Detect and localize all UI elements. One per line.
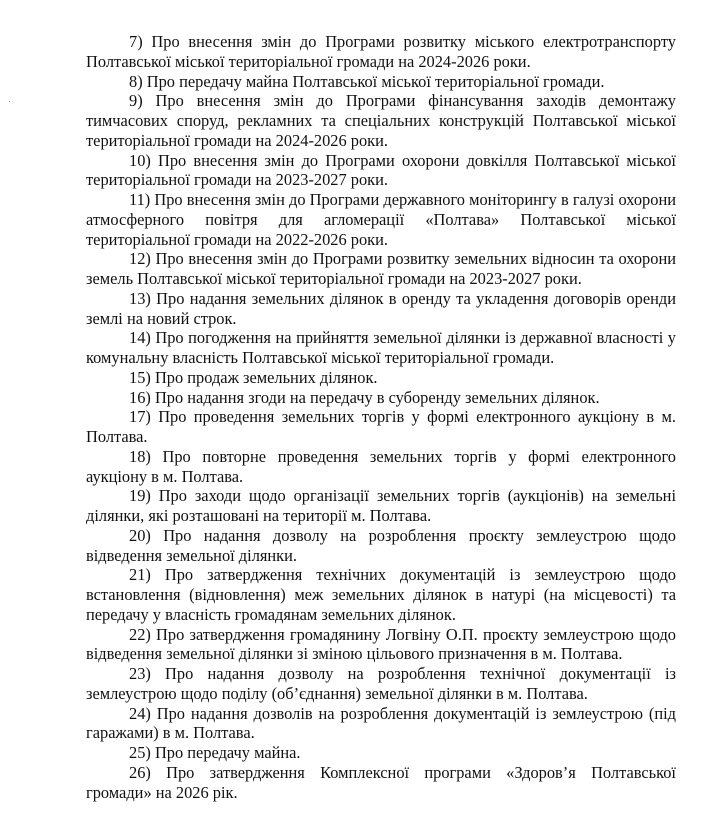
agenda-item-25: 25) Про передачу майна.: [129, 743, 301, 762]
agenda-item-17: 17) Про проведення земельних торгів у формі електронного аукціону в м. Полтава.: [86, 407, 676, 446]
agenda-item-9: 9) Про внесення змін до Програми фінансування заходів демонтажу тимчасових споруд, рекламних та спеціальних конструкцій Полтавської міської територіальної громади на 2024-2026 роки.: [86, 91, 676, 150]
document-page: [86, 32, 676, 802]
scan-artifact-dot: [9, 101, 10, 102]
agenda-item-15: 15) Про продаж земельних ділянок.: [129, 367, 378, 387]
agenda-item-8: 8) Про передачу майна Полтавської міської територіальної громади.: [129, 71, 605, 91]
agenda-item-16: 16) Про надання згоди на передачу в суборенду земельних ділянок.: [129, 387, 600, 407]
agenda-item-13: 13) Про надання земельних ділянок в оренду та укладення договорів оренди землі на новий строк.: [86, 288, 676, 328]
agenda-item-10: 10) Про внесення змін до Програми охорони довкілля Полтавської міської територіальної громади на 2023-2027 роки.: [86, 150, 676, 190]
agenda-item-18: 18) Про повторне проведення земельних торгів у формі електронного аукціону в м. Полтава.: [86, 446, 676, 486]
agenda-item-24: 24) Про надання дозволів на розроблення документацій із землеустрою (під гаражами) в м. Полтава.: [86, 703, 676, 743]
agenda-item-26: 26) Про затвердження Комплексної програми «Здоров’я Полтавської громади» на 2026 рік.: [86, 762, 676, 802]
agenda-item-20: 20) Про надання дозволу на розроблення проєкту землеустрою щодо відведення земельної ділянки.: [86, 525, 676, 565]
agenda-item-21: 21) Про затвердження технічних документацій із землеустрою щодо встановлення (відновлення) меж земельних ділянок в натурі (на місцевості) та передачу у власність громадянам земельних ділянок.: [86, 565, 676, 624]
agenda-item-23: 23) Про надання дозволу на розроблення технічної документації із землеустрою щодо поділу (об’єднання) земельної ділянки в м. Полтава.: [86, 664, 676, 703]
agenda-item-11: 11) Про внесення змін до Програми державного моніторингу в галузі охорони атмосферного повітря для агломерації «Полтава» Полтавської міської територіальної громади на 2022-2026 роки.: [86, 190, 676, 249]
agenda-item-12: 12) Про внесення змін до Програми розвитку земельних відносин та охорони земель Полтавської міської територіальної громади на 2023-2027 роки.: [86, 249, 676, 288]
agenda-item-7: 7) Про внесення змін до Програми розвитку міського електротранспорту Полтавської міської територіальної громади на 2024-2026 роки.: [86, 32, 676, 71]
agenda-item-14: 14) Про погодження на прийняття земельної ділянки із державної власності у комунальну власність Полтавської міської територіальної громади.: [86, 328, 676, 367]
agenda-item-19: 19) Про заходи щодо організації земельних торгів (аукціонів) на земельні ділянки, які розташовані на території м. Полтава.: [86, 486, 676, 525]
agenda-item-22: 22) Про затвердження громадянину Логвіну О.П. проєкту землеустрою щодо відведення земельної ділянки зі зміною цільового призначення в м. Полтава.: [86, 624, 676, 664]
